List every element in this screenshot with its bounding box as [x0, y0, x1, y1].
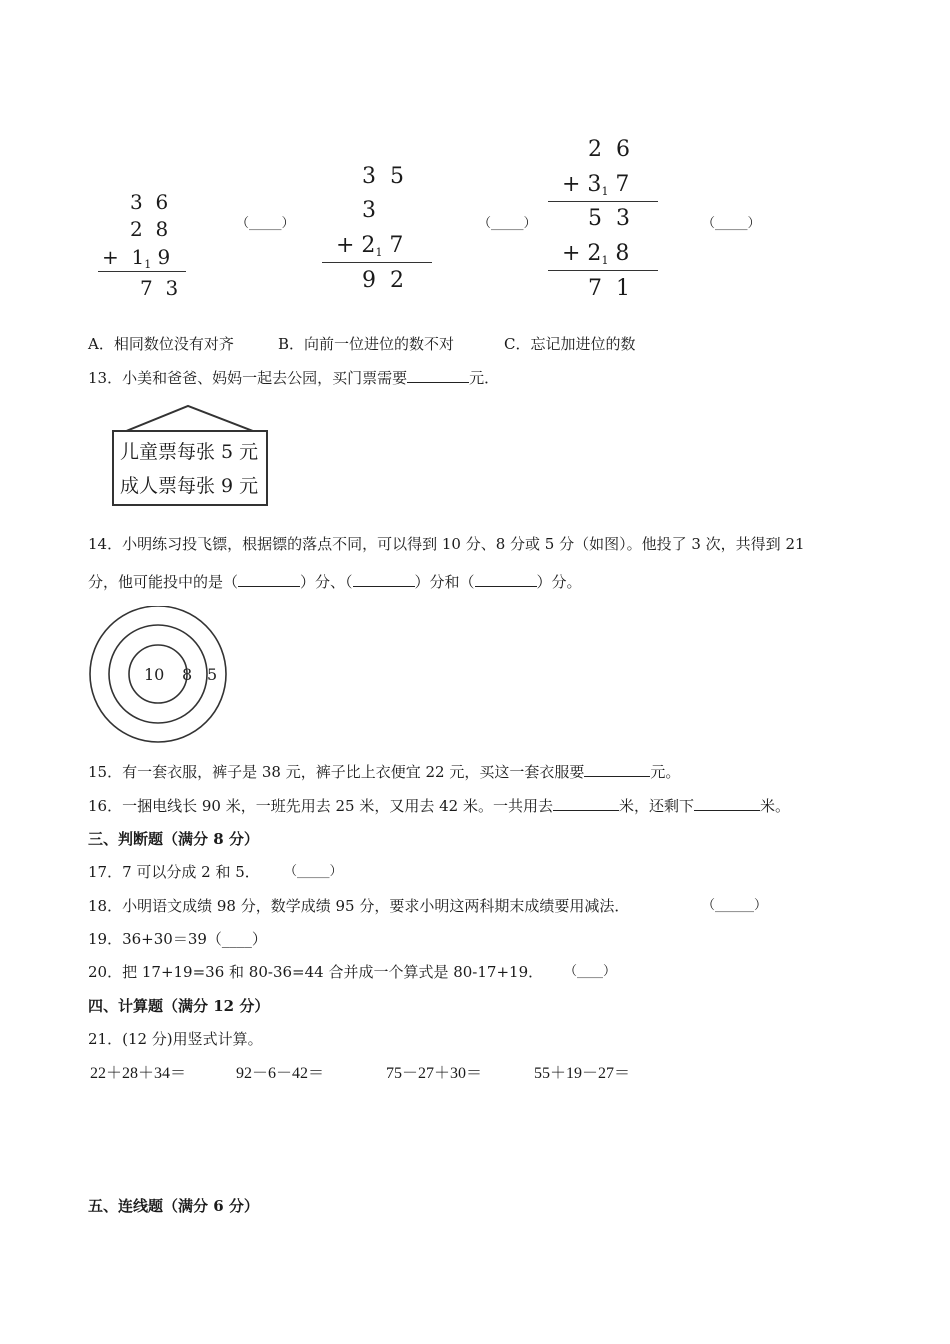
p3-row1: 2 6: [588, 137, 630, 162]
section3-title: 三、判断题（满分 8 分）: [88, 830, 259, 848]
q13-answer-blank[interactable]: [407, 368, 469, 383]
q15-question: 15．有一套衣服，裤子是 38 元，裤子比上衣便宜 22 元，买这一套衣服要 元。: [88, 763, 681, 781]
q13-question: 13．小美和爸爸、妈妈一起去公园，买门票需要 元．: [88, 369, 500, 387]
q14-blank-3[interactable]: [475, 572, 537, 587]
p3-row2: + 31 7: [562, 172, 630, 198]
q14-blank-2[interactable]: [353, 572, 415, 587]
q17-question: 17．7 可以分成 2 和 5．: [88, 863, 260, 881]
q14-line2: 分，他可能投中的是（ ）分、（ ）分和（ ）分。: [88, 573, 582, 591]
p1-row3: + $1_1$ 9: [102, 245, 171, 271]
q12-option-b[interactable]: B．向前一位进位的数不对: [278, 335, 455, 353]
p3-result: 7 1: [588, 276, 630, 301]
p1-result: 7 3: [140, 276, 179, 300]
calc-expr-3: 75－27＋30＝: [386, 1065, 483, 1082]
q14-blank-1[interactable]: [238, 572, 300, 587]
calc-expr-1: 22＋28＋34＝: [90, 1065, 187, 1082]
q12-option-c[interactable]: C．忘记加进位的数: [504, 335, 636, 353]
dartboard: [84, 606, 236, 748]
q19-question[interactable]: 19．36+30＝39（____）: [88, 930, 267, 948]
q12-option-a[interactable]: A．相同数位没有对齐: [88, 335, 234, 353]
target-label-5: 5: [207, 665, 218, 684]
target-label-10: 10: [144, 665, 165, 684]
calc-expr-4: 55＋19－27＝: [534, 1065, 631, 1082]
p1-row2: 2 8: [130, 217, 169, 241]
p2-row2: 3: [362, 198, 376, 223]
q14-line1: 14．小明练习投飞镖，根据镖的落点不同，可以得到 10 分、8 分或 5 分（如图）。他投了 3 次，共得到 21: [88, 535, 805, 553]
q18-question: 18．小明语文成绩 98 分，数学成绩 95 分，要求小明这两科期末成绩要用减法．: [88, 897, 630, 915]
q20-paren[interactable]: （____）: [564, 964, 617, 979]
sign-child-price: 儿童票每张 5 元: [120, 441, 259, 463]
ticket-price-sign: [112, 430, 268, 506]
q15-answer-blank[interactable]: [584, 762, 650, 777]
p2-row1: 3 5: [362, 164, 404, 189]
p2-row3: + 21 7: [336, 233, 404, 259]
target-label-8: 8: [182, 665, 193, 684]
sign-adult-price: 成人票每张 9 元: [120, 475, 259, 497]
p3-row3: 5 3: [588, 206, 630, 231]
p1-row1: 3 6: [130, 190, 169, 214]
q21-question: 21．(12 分)用竖式计算。: [88, 1030, 263, 1048]
section4-title: 四、计算题（满分 12 分）: [88, 997, 270, 1015]
section5-title: 五、连线题（满分 6 分）: [88, 1197, 259, 1215]
q16-question: 16．一捆电线长 90 米，一班先用去 25 米，又用去 42 米。一共用去 米，还剩下 米。: [88, 797, 790, 815]
q16-blank-left[interactable]: [694, 796, 760, 811]
q12-paren-1[interactable]: （_____）: [236, 216, 295, 231]
q18-paren[interactable]: （______）: [702, 898, 768, 913]
q20-question: 20．把 17+19=36 和 80-36=44 合并成一个算式是 80-17+19．: [88, 963, 544, 981]
q16-blank-used[interactable]: [553, 796, 619, 811]
p3-row4: + 21 8: [562, 241, 630, 267]
calc-expr-2: 92－6－42＝: [236, 1065, 325, 1082]
q12-paren-3[interactable]: （_____）: [702, 216, 761, 231]
q12-paren-2[interactable]: （_____）: [478, 216, 537, 231]
p2-result: 9 2: [362, 268, 404, 293]
q17-paren[interactable]: （_____）: [284, 864, 343, 879]
